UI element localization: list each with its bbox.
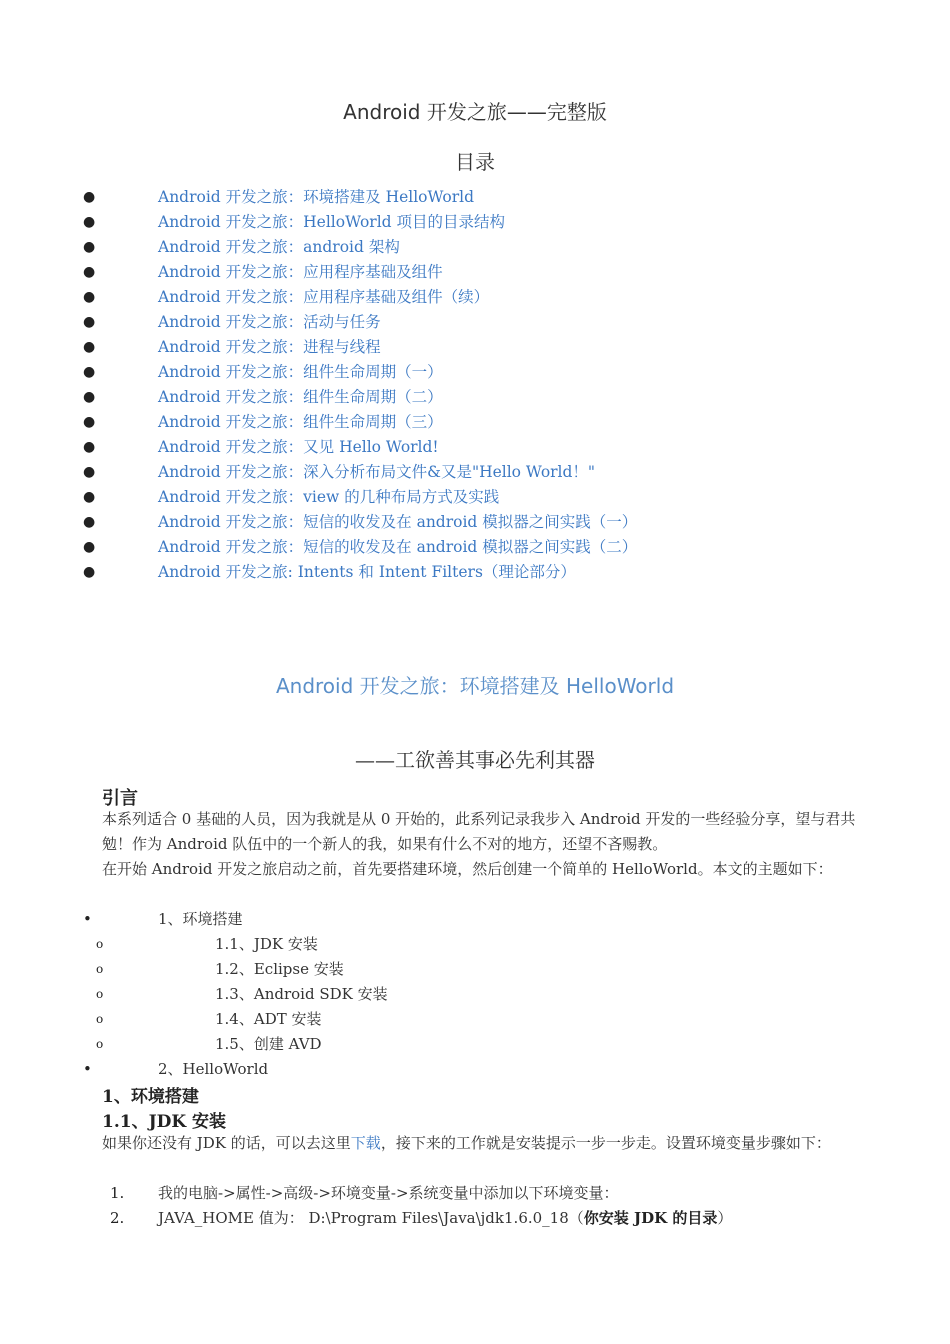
jdk-paragraph <box>102 1131 862 1156</box>
bullet-icon: ● <box>83 389 96 405</box>
bullet-icon: ● <box>83 439 96 455</box>
circle-bullet-icon: o <box>96 1012 104 1026</box>
step-text: 我的电脑->属性->高级->环境变量->系统变量中添加以下环境变量： <box>158 1184 619 1202</box>
step-bold-text: 你安装 JDK 的目录 <box>583 1209 718 1227</box>
step-text-wrap <box>158 1206 732 1230</box>
toc-item <box>0 536 950 561</box>
toc-link[interactable]: Android 开发之旅：android 架构 <box>158 238 400 256</box>
outline-item <box>0 907 950 932</box>
bullet-icon: ● <box>83 564 96 580</box>
toc-item <box>0 386 950 411</box>
toc-item <box>0 311 950 336</box>
bullet-icon: ● <box>83 239 96 255</box>
toc-link[interactable]: Android 开发之旅：又见 Hello World! <box>158 438 439 456</box>
bullet-icon: ● <box>83 464 96 480</box>
bullet-icon: ● <box>83 214 96 230</box>
toc-item <box>0 336 950 361</box>
toc-link[interactable]: Android 开发之旅：短信的收发及在 android 模拟器之间实践（一） <box>158 513 638 531</box>
circle-bullet-icon: o <box>96 937 104 951</box>
toc-link[interactable]: Android 开发之旅：组件生命周期（一） <box>158 363 443 381</box>
bullet-icon: • <box>83 910 92 928</box>
toc-heading: 目录 <box>455 150 495 174</box>
toc-link[interactable]: Android 开发之旅：进程与线程 <box>158 338 381 356</box>
outline-item <box>0 957 950 982</box>
heading-jdk: 1.1、JDK 安装 <box>102 1112 227 1132</box>
toc-item <box>0 461 950 486</box>
bullet-icon: ● <box>83 264 96 280</box>
toc-link[interactable]: Android 开发之旅：应用程序基础及组件 <box>158 263 443 281</box>
step-tail-text: ） <box>717 1209 733 1227</box>
outline-item <box>0 1057 950 1082</box>
bullet-icon: ● <box>83 289 96 305</box>
toc-item <box>0 511 950 536</box>
toc-link[interactable]: Android 开发之旅：深入分析布局文件&又是"Hello World！" <box>158 463 596 481</box>
outline-text: 1.4、ADT 安装 <box>215 1010 322 1028</box>
outline-text: 1.2、Eclipse 安装 <box>215 960 344 978</box>
step-item <box>0 1181 950 1206</box>
outline-item <box>0 1032 950 1057</box>
topic-outline <box>0 907 950 1082</box>
bullet-icon: ● <box>83 364 96 380</box>
toc-item <box>0 286 950 311</box>
toc-item <box>0 561 950 586</box>
outline-text: 1、环境搭建 <box>158 910 243 928</box>
bullet-icon: ● <box>83 189 96 205</box>
step-number: 2. <box>110 1209 125 1227</box>
toc-item <box>0 236 950 261</box>
outline-text: 1.3、Android SDK 安装 <box>215 985 388 1003</box>
bullet-icon: ● <box>83 489 96 505</box>
toc-link[interactable]: Android 开发之旅：组件生命周期（三） <box>158 413 443 431</box>
toc-list <box>0 186 950 586</box>
bullet-icon: ● <box>83 414 96 430</box>
jdk-text-before: 如果你还没有 JDK 的话，可以去这里 <box>102 1134 351 1152</box>
bullet-icon: • <box>83 1060 92 1078</box>
bullet-icon: ● <box>83 314 96 330</box>
toc-link[interactable]: Android 开发之旅：view 的几种布局方式及实践 <box>158 488 500 506</box>
intro-heading: 引言 <box>102 788 138 809</box>
toc-item <box>0 486 950 511</box>
circle-bullet-icon: o <box>96 962 104 976</box>
bullet-icon: ● <box>83 339 96 355</box>
toc-link[interactable]: Android 开发之旅：活动与任务 <box>158 313 381 331</box>
intro-paragraph-1: 本系列适合 0 基础的人员，因为我就是从 0 开始的，此系列记录我步入 Android 开发的一些经验分享，望与君共勉！作为 Android 队伍中的一个新人的我，如果有什么不对的地方，还望不吝赐教。 <box>102 810 856 853</box>
jdk-text-after: ，接下来的工作就是安装提示一步一步走。设置环境变量步骤如下： <box>380 1134 831 1152</box>
step-item <box>0 1206 950 1231</box>
heading-environment: 1、环境搭建 <box>102 1087 199 1107</box>
download-link[interactable]: 下载 <box>350 1134 381 1152</box>
circle-bullet-icon: o <box>96 1037 104 1051</box>
toc-item <box>0 411 950 436</box>
bullet-icon: ● <box>83 514 96 530</box>
toc-item <box>0 211 950 236</box>
toc-link[interactable]: Android 开发之旅：应用程序基础及组件（续） <box>158 288 490 306</box>
section-subtitle: ——工欲善其事必先利其器 <box>355 748 595 772</box>
bullet-icon: ● <box>83 539 96 555</box>
outline-item <box>0 932 950 957</box>
outline-text: 2、HelloWorld <box>158 1060 269 1078</box>
toc-link[interactable]: Android 开发之旅：环境搭建及 HelloWorld <box>158 188 475 206</box>
steps-list <box>0 1181 950 1231</box>
toc-item <box>0 261 950 286</box>
toc-link[interactable]: Android 开发之旅：HelloWorld 项目的目录结构 <box>158 213 506 231</box>
circle-bullet-icon: o <box>96 987 104 1001</box>
document-title: Android 开发之旅——完整版 <box>343 100 607 124</box>
outline-text: 1.5、创建 AVD <box>215 1035 322 1053</box>
outline-item <box>0 1007 950 1032</box>
outline-text: 1.1、JDK 安装 <box>215 935 318 953</box>
intro-paragraph-2: 在开始 Android 开发之旅启动之前，首先要搭建环境，然后创建一个简单的 HelloWorld。本文的主题如下： <box>102 860 833 878</box>
step-text: JAVA_HOME 值为： D:\Program Files\Java\jdk1.6.0_18（ <box>158 1209 584 1227</box>
toc-item <box>0 436 950 461</box>
outline-item <box>0 982 950 1007</box>
toc-link[interactable]: Android 开发之旅：短信的收发及在 android 模拟器之间实践（二） <box>158 538 638 556</box>
section-title: Android 开发之旅：环境搭建及 HelloWorld <box>275 674 675 698</box>
toc-item <box>0 361 950 386</box>
toc-link[interactable]: Android 开发之旅: Intents 和 Intent Filters（理论部分） <box>158 563 576 581</box>
toc-link[interactable]: Android 开发之旅：组件生命周期（二） <box>158 388 443 406</box>
step-number: 1. <box>110 1184 125 1202</box>
toc-item <box>0 186 950 211</box>
